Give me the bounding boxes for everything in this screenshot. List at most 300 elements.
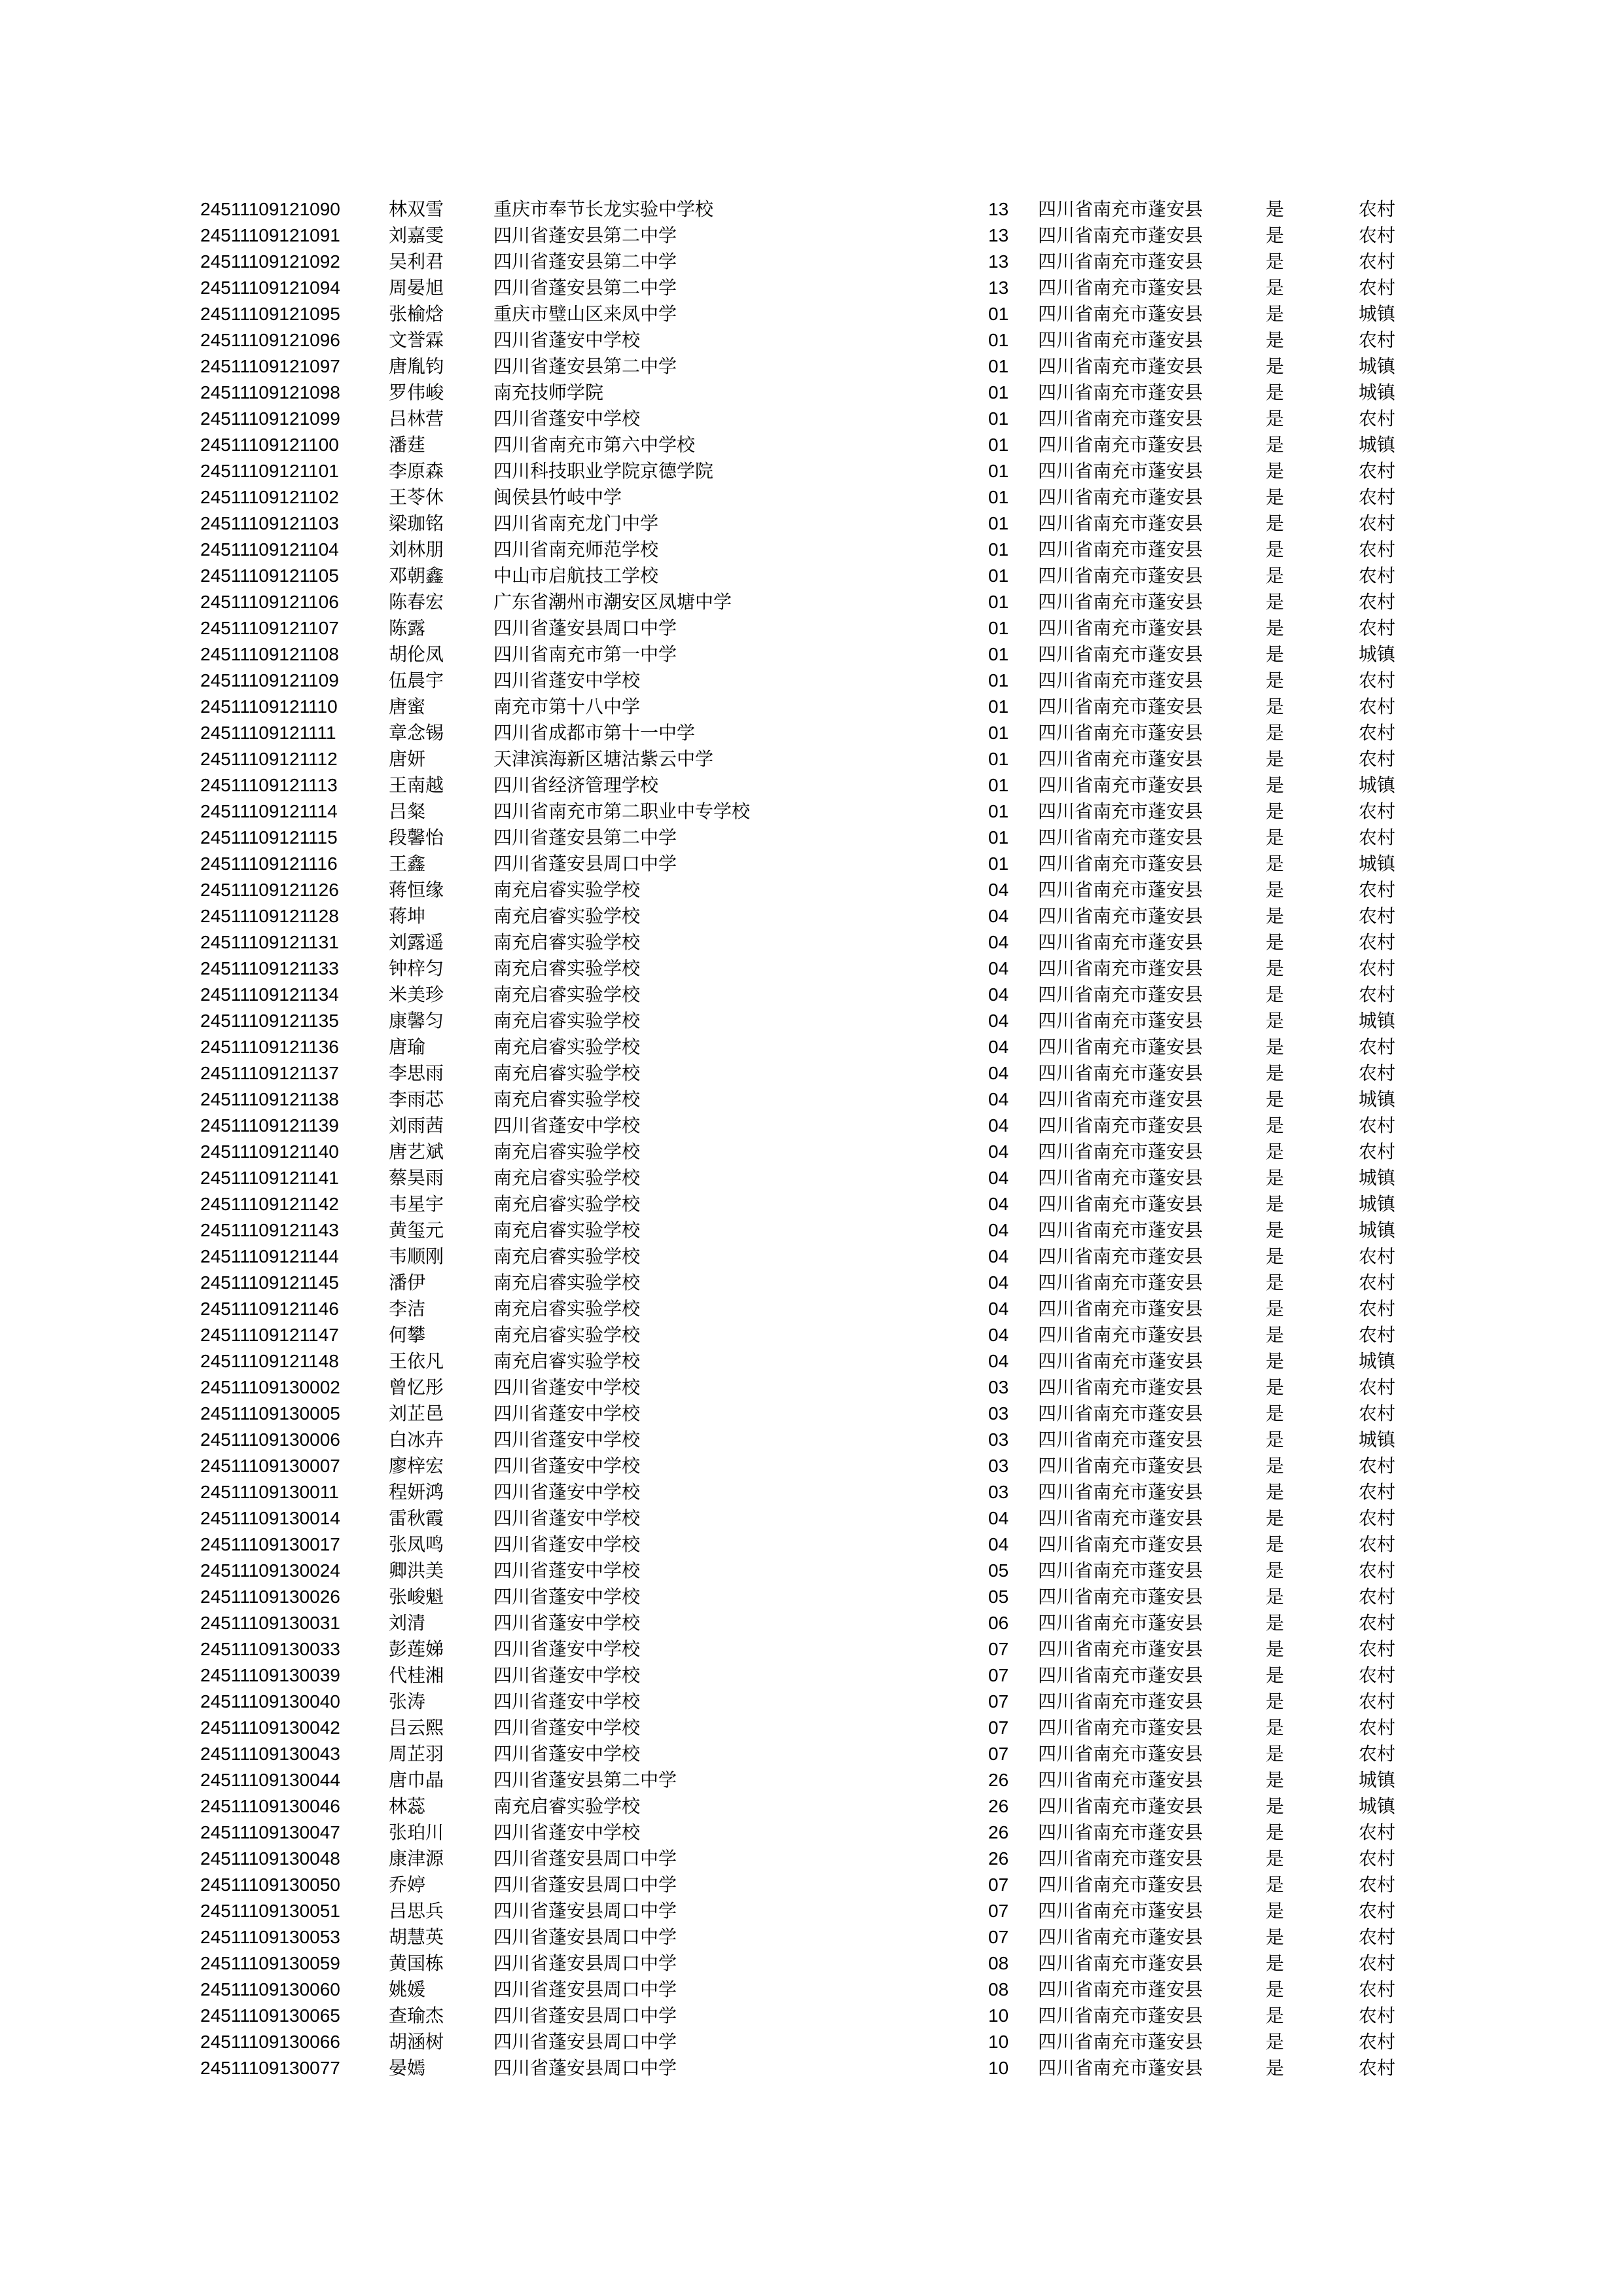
household-region-cell: 四川省南充市蓬安县 <box>1038 303 1204 325</box>
eligibility-flag-cell: 是 <box>1266 460 1285 482</box>
residence-type-cell: 农村 <box>1359 827 1396 848</box>
table-row <box>200 1689 1411 1715</box>
school-name-cell: 南充启睿实验学校 <box>493 1088 641 1110</box>
table-row <box>200 1322 1411 1348</box>
category-code-cell: 07 <box>988 1901 1009 1921</box>
category-code-cell: 04 <box>988 1037 1009 1057</box>
eligibility-flag-cell: 是 <box>1266 617 1285 639</box>
table-row <box>200 1532 1411 1558</box>
residence-type-cell: 城镇 <box>1359 1429 1396 1450</box>
table-row <box>200 1401 1411 1427</box>
table-row <box>200 1165 1411 1191</box>
school-name-cell: 四川省蓬安县周口中学 <box>493 617 677 639</box>
table-row <box>200 275 1411 301</box>
student-name-cell: 唐妍 <box>389 748 426 770</box>
student-name-cell: 罗伟峻 <box>389 382 444 403</box>
candidate-id-cell: 24511109121106 <box>200 592 339 612</box>
school-name-cell: 四川省蓬安县周口中学 <box>493 2057 677 2079</box>
category-code-cell: 01 <box>988 670 1009 691</box>
eligibility-flag-cell: 是 <box>1266 1979 1285 2000</box>
student-name-cell: 刘嘉雯 <box>389 224 444 246</box>
table-row <box>200 982 1411 1008</box>
category-code-cell: 03 <box>988 1456 1009 1476</box>
household-region-cell: 四川省南充市蓬安县 <box>1038 1403 1204 1424</box>
table-row <box>200 956 1411 982</box>
student-name-cell: 林双雪 <box>389 198 444 220</box>
eligibility-flag-cell: 是 <box>1266 670 1285 691</box>
candidate-id-cell: 24511109121137 <box>200 1063 339 1083</box>
residence-type-cell: 农村 <box>1359 539 1396 560</box>
category-code-cell: 01 <box>988 408 1009 429</box>
school-name-cell: 天津滨海新区塘沽紫云中学 <box>493 748 714 770</box>
table-row <box>200 1924 1411 1950</box>
household-region-cell: 四川省南充市蓬安县 <box>1038 198 1204 220</box>
candidate-id-cell: 24511109121144 <box>200 1246 339 1266</box>
category-code-cell: 04 <box>988 1063 1009 1083</box>
student-name-cell: 胡慧英 <box>389 1926 444 1948</box>
category-code-cell: 01 <box>988 853 1009 874</box>
household-region-cell: 四川省南充市蓬安县 <box>1038 1534 1204 1555</box>
category-code-cell: 01 <box>988 382 1009 403</box>
eligibility-flag-cell: 是 <box>1266 1534 1285 1555</box>
candidate-id-cell: 24511109121148 <box>200 1351 339 1371</box>
category-code-cell: 04 <box>988 1011 1009 1031</box>
school-name-cell: 四川省蓬安县第二中学 <box>493 1769 677 1791</box>
school-name-cell: 四川省蓬安中学校 <box>493 1455 641 1477</box>
category-code-cell: 08 <box>988 1953 1009 1973</box>
household-region-cell: 四川省南充市蓬安县 <box>1038 408 1204 429</box>
school-name-cell: 四川省蓬安县周口中学 <box>493 2031 677 2053</box>
candidate-id-cell: 24511109121141 <box>200 1168 339 1188</box>
school-name-cell: 四川省蓬安县第二中学 <box>493 355 677 377</box>
category-code-cell: 03 <box>988 1377 1009 1397</box>
eligibility-flag-cell: 是 <box>1266 1560 1285 1581</box>
household-region-cell: 四川省南充市蓬安县 <box>1038 224 1204 246</box>
residence-type-cell: 农村 <box>1359 2057 1396 2079</box>
category-code-cell: 04 <box>988 1299 1009 1319</box>
candidate-id-cell: 24511109121133 <box>200 958 339 978</box>
table-row <box>200 223 1411 249</box>
roster-body <box>200 196 1411 2081</box>
eligibility-flag-cell: 是 <box>1266 539 1285 560</box>
category-code-cell: 01 <box>988 435 1009 455</box>
household-region-cell: 四川省南充市蓬安县 <box>1038 1010 1204 1031</box>
eligibility-flag-cell: 是 <box>1266 408 1285 429</box>
table-row <box>200 1348 1411 1374</box>
student-name-cell: 陈露 <box>389 617 426 639</box>
residence-type-cell: 农村 <box>1359 1848 1396 1869</box>
table-row <box>200 537 1411 563</box>
table-row <box>200 1008 1411 1034</box>
eligibility-flag-cell: 是 <box>1266 1350 1285 1372</box>
school-name-cell: 四川省蓬安中学校 <box>493 1481 641 1503</box>
eligibility-flag-cell: 是 <box>1266 198 1285 220</box>
table-row <box>200 1374 1411 1401</box>
eligibility-flag-cell: 是 <box>1266 303 1285 325</box>
category-code-cell: 04 <box>988 932 1009 952</box>
student-name-cell: 王苓休 <box>389 486 444 508</box>
household-region-cell: 四川省南充市蓬安县 <box>1038 565 1204 586</box>
candidate-id-cell: 24511109121147 <box>200 1325 339 1345</box>
table-row <box>200 1741 1411 1767</box>
student-name-cell: 张峻魁 <box>389 1586 444 1607</box>
household-region-cell: 四川省南充市蓬安县 <box>1038 1298 1204 1319</box>
table-row <box>200 798 1411 825</box>
school-name-cell: 四川省蓬安县第二中学 <box>493 827 677 848</box>
category-code-cell: 13 <box>988 251 1009 272</box>
candidate-id-cell: 24511109130002 <box>200 1377 340 1397</box>
candidate-id-cell: 24511109121116 <box>200 853 338 874</box>
household-region-cell: 四川省南充市蓬安县 <box>1038 617 1204 639</box>
residence-type-cell: 城镇 <box>1359 1219 1396 1241</box>
table-row <box>200 1767 1411 1793</box>
student-name-cell: 彭莲娣 <box>389 1638 444 1660</box>
candidate-id-cell: 24511109121139 <box>200 1115 339 1136</box>
residence-type-cell: 农村 <box>1359 984 1396 1005</box>
table-row <box>200 1113 1411 1139</box>
residence-type-cell: 农村 <box>1359 1638 1396 1660</box>
eligibility-flag-cell: 是 <box>1266 565 1285 586</box>
household-region-cell: 四川省南充市蓬安县 <box>1038 1088 1204 1110</box>
school-name-cell: 四川省蓬安中学校 <box>493 1429 641 1450</box>
school-name-cell: 南充启睿实验学校 <box>493 1272 641 1293</box>
residence-type-cell: 农村 <box>1359 565 1396 586</box>
category-code-cell: 04 <box>988 984 1009 1005</box>
residence-type-cell: 城镇 <box>1359 303 1396 325</box>
eligibility-flag-cell: 是 <box>1266 748 1285 770</box>
residence-type-cell: 农村 <box>1359 1926 1396 1948</box>
school-name-cell: 四川省蓬安县周口中学 <box>493 1979 677 2000</box>
residence-type-cell: 农村 <box>1359 1481 1396 1503</box>
student-name-cell: 卿洪美 <box>389 1560 444 1581</box>
household-region-cell: 四川省南充市蓬安县 <box>1038 958 1204 979</box>
residence-type-cell: 城镇 <box>1359 1795 1396 1817</box>
table-row <box>200 851 1411 877</box>
candidate-id-cell: 24511109121145 <box>200 1272 339 1293</box>
table-row <box>200 511 1411 537</box>
school-name-cell: 南充启睿实验学校 <box>493 958 641 979</box>
school-name-cell: 中山市启航技工学校 <box>493 565 659 586</box>
table-row <box>200 1558 1411 1584</box>
residence-type-cell: 农村 <box>1359 617 1396 639</box>
table-row <box>200 929 1411 956</box>
category-code-cell: 04 <box>988 1534 1009 1554</box>
eligibility-flag-cell: 是 <box>1266 1795 1285 1817</box>
category-code-cell: 04 <box>988 1194 1009 1214</box>
category-code-cell: 01 <box>988 775 1009 795</box>
category-code-cell: 08 <box>988 1979 1009 2000</box>
household-region-cell: 四川省南充市蓬安县 <box>1038 2005 1204 2026</box>
table-row <box>200 1139 1411 1165</box>
eligibility-flag-cell: 是 <box>1266 1874 1285 1895</box>
table-row <box>200 1950 1411 1977</box>
residence-type-cell: 农村 <box>1359 1403 1396 1424</box>
eligibility-flag-cell: 是 <box>1266 1193 1285 1215</box>
table-row <box>200 1191 1411 1217</box>
student-name-cell: 章念锡 <box>389 722 444 744</box>
eligibility-flag-cell: 是 <box>1266 1612 1285 1634</box>
eligibility-flag-cell: 是 <box>1266 1219 1285 1241</box>
candidate-id-cell: 24511109130039 <box>200 1665 340 1685</box>
category-code-cell: 04 <box>988 958 1009 978</box>
household-region-cell: 四川省南充市蓬安县 <box>1038 1664 1204 1686</box>
student-name-cell: 唐巾晶 <box>389 1769 444 1791</box>
residence-type-cell: 农村 <box>1359 277 1396 298</box>
household-region-cell: 四川省南充市蓬安县 <box>1038 1246 1204 1267</box>
student-name-cell: 陈春宏 <box>389 591 444 613</box>
category-code-cell: 13 <box>988 225 1009 245</box>
eligibility-flag-cell: 是 <box>1266 355 1285 377</box>
student-name-cell: 邓朝鑫 <box>389 565 444 586</box>
category-code-cell: 26 <box>988 1796 1009 1816</box>
school-name-cell: 南充启睿实验学校 <box>493 1298 641 1319</box>
household-region-cell: 四川省南充市蓬安县 <box>1038 696 1204 717</box>
student-name-cell: 李原森 <box>389 460 444 482</box>
student-name-cell: 韦顺刚 <box>389 1246 444 1267</box>
candidate-id-cell: 24511109121105 <box>200 565 339 586</box>
candidate-id-cell: 24511109121095 <box>200 304 340 324</box>
category-code-cell: 04 <box>988 1508 1009 1528</box>
household-region-cell: 四川省南充市蓬安县 <box>1038 1272 1204 1293</box>
residence-type-cell: 城镇 <box>1359 643 1396 665</box>
table-row <box>200 1505 1411 1532</box>
candidate-id-cell: 24511109121131 <box>200 932 339 952</box>
household-region-cell: 四川省南充市蓬安县 <box>1038 670 1204 691</box>
candidate-id-cell: 24511109130031 <box>200 1613 340 1633</box>
school-name-cell: 南充启睿实验学校 <box>493 1324 641 1346</box>
household-region-cell: 四川省南充市蓬安县 <box>1038 827 1204 848</box>
student-name-cell: 黄玺元 <box>389 1219 444 1241</box>
table-row <box>200 825 1411 851</box>
table-row <box>200 1846 1411 1872</box>
candidate-id-cell: 24511109121094 <box>200 278 340 298</box>
table-row <box>200 563 1411 589</box>
student-name-cell: 康馨匀 <box>389 1010 444 1031</box>
school-name-cell: 四川省蓬安中学校 <box>493 1638 641 1660</box>
candidate-id-cell: 24511109130065 <box>200 2005 340 2026</box>
household-region-cell: 四川省南充市蓬安县 <box>1038 1376 1204 1398</box>
household-region-cell: 四川省南充市蓬安县 <box>1038 1481 1204 1503</box>
student-name-cell: 程妍鸿 <box>389 1481 444 1503</box>
school-name-cell: 四川省蓬安中学校 <box>493 1743 641 1765</box>
student-name-cell: 李思雨 <box>389 1062 444 1084</box>
student-name-cell: 刘清 <box>389 1612 426 1634</box>
table-row <box>200 1820 1411 1846</box>
candidate-id-cell: 24511109121099 <box>200 408 340 429</box>
school-name-cell: 南充启睿实验学校 <box>493 984 641 1005</box>
candidate-id-cell: 24511109130007 <box>200 1456 340 1476</box>
school-name-cell: 四川省蓬安中学校 <box>493 1664 641 1686</box>
table-row <box>200 589 1411 615</box>
eligibility-flag-cell: 是 <box>1266 1638 1285 1660</box>
category-code-cell: 01 <box>988 304 1009 324</box>
student-name-cell: 胡伦凤 <box>389 643 444 665</box>
student-name-cell: 张珀川 <box>389 1821 444 1843</box>
eligibility-flag-cell: 是 <box>1266 1507 1285 1529</box>
candidate-id-cell: 24511109121091 <box>200 225 340 245</box>
eligibility-flag-cell: 是 <box>1266 774 1285 796</box>
student-name-cell: 代桂湘 <box>389 1664 444 1686</box>
table-row <box>200 1244 1411 1270</box>
student-name-cell: 潘伊 <box>389 1272 426 1293</box>
category-code-cell: 01 <box>988 539 1009 560</box>
residence-type-cell: 城镇 <box>1359 355 1396 377</box>
school-name-cell: 重庆市璧山区来凤中学 <box>493 303 677 325</box>
school-name-cell: 四川省南充龙门中学 <box>493 512 659 534</box>
school-name-cell: 四川省蓬安中学校 <box>493 1403 641 1424</box>
residence-type-cell: 农村 <box>1359 879 1396 901</box>
category-code-cell: 04 <box>988 880 1009 900</box>
school-name-cell: 四川省蓬安中学校 <box>493 329 641 351</box>
school-name-cell: 四川省蓬安中学校 <box>493 1376 641 1398</box>
student-name-cell: 张榆焓 <box>389 303 444 325</box>
category-code-cell: 01 <box>988 827 1009 848</box>
student-name-cell: 米美珍 <box>389 984 444 1005</box>
student-name-cell: 王鑫 <box>389 853 426 874</box>
household-region-cell: 四川省南充市蓬安县 <box>1038 931 1204 953</box>
student-name-cell: 林蕊 <box>389 1795 426 1817</box>
eligibility-flag-cell: 是 <box>1266 1141 1285 1162</box>
category-code-cell: 10 <box>988 2032 1009 2052</box>
category-code-cell: 01 <box>988 644 1009 664</box>
candidate-id-cell: 24511109121100 <box>200 435 339 455</box>
household-region-cell: 四川省南充市蓬安县 <box>1038 1062 1204 1084</box>
household-region-cell: 四川省南充市蓬安县 <box>1038 1560 1204 1581</box>
residence-type-cell: 农村 <box>1359 1036 1396 1058</box>
household-region-cell: 四川省南充市蓬安县 <box>1038 1036 1204 1058</box>
household-region-cell: 四川省南充市蓬安县 <box>1038 1874 1204 1895</box>
school-name-cell: 四川省经济管理学校 <box>493 774 659 796</box>
candidate-id-cell: 24511109130048 <box>200 1848 340 1869</box>
category-code-cell: 04 <box>988 1246 1009 1266</box>
candidate-id-cell: 24511109121097 <box>200 356 340 376</box>
table-row <box>200 1034 1411 1060</box>
school-name-cell: 南充启睿实验学校 <box>493 1246 641 1267</box>
table-row <box>200 1453 1411 1479</box>
table-row <box>200 772 1411 798</box>
student-name-cell: 吕粲 <box>389 800 426 822</box>
category-code-cell: 01 <box>988 801 1009 821</box>
residence-type-cell: 农村 <box>1359 1586 1396 1607</box>
residence-type-cell: 农村 <box>1359 1717 1396 1738</box>
household-region-cell: 四川省南充市蓬安县 <box>1038 355 1204 377</box>
school-name-cell: 四川省蓬安中学校 <box>493 1691 641 1712</box>
candidate-id-cell: 24511109130060 <box>200 1979 340 2000</box>
residence-type-cell: 农村 <box>1359 1743 1396 1765</box>
candidate-id-cell: 24511109121126 <box>200 880 339 900</box>
candidate-id-cell: 24511109121103 <box>200 513 339 533</box>
table-row <box>200 1270 1411 1296</box>
school-name-cell: 南充启睿实验学校 <box>493 1010 641 1031</box>
category-code-cell: 26 <box>988 1770 1009 1790</box>
eligibility-flag-cell: 是 <box>1266 1246 1285 1267</box>
household-region-cell: 四川省南充市蓬安县 <box>1038 277 1204 298</box>
residence-type-cell: 农村 <box>1359 670 1396 691</box>
school-name-cell: 四川省蓬安县周口中学 <box>493 1900 677 1922</box>
household-region-cell: 四川省南充市蓬安县 <box>1038 1821 1204 1843</box>
table-row <box>200 615 1411 641</box>
candidate-id-cell: 24511109121110 <box>200 696 338 717</box>
household-region-cell: 四川省南充市蓬安县 <box>1038 539 1204 560</box>
household-region-cell: 四川省南充市蓬安县 <box>1038 1926 1204 1948</box>
table-row <box>200 1217 1411 1244</box>
eligibility-flag-cell: 是 <box>1266 879 1285 901</box>
candidate-id-cell: 24511109121136 <box>200 1037 339 1057</box>
residence-type-cell: 城镇 <box>1359 1167 1396 1189</box>
table-row <box>200 327 1411 353</box>
residence-type-cell: 城镇 <box>1359 853 1396 874</box>
eligibility-flag-cell: 是 <box>1266 1952 1285 1974</box>
school-name-cell: 四川省蓬安中学校 <box>493 1507 641 1529</box>
household-region-cell: 四川省南充市蓬安县 <box>1038 251 1204 272</box>
student-name-cell: 姚媛 <box>389 1979 426 2000</box>
table-row <box>200 1584 1411 1610</box>
category-code-cell: 01 <box>988 723 1009 743</box>
residence-type-cell: 农村 <box>1359 408 1396 429</box>
household-region-cell: 四川省南充市蓬安县 <box>1038 774 1204 796</box>
category-code-cell: 03 <box>988 1482 1009 1502</box>
table-row <box>200 484 1411 511</box>
student-name-cell: 周晏旭 <box>389 277 444 298</box>
household-region-cell: 四川省南充市蓬安县 <box>1038 800 1204 822</box>
residence-type-cell: 农村 <box>1359 1324 1396 1346</box>
household-region-cell: 四川省南充市蓬安县 <box>1038 1507 1204 1529</box>
school-name-cell: 四川省南充市第六中学校 <box>493 434 696 456</box>
student-name-cell: 张涛 <box>389 1691 426 1712</box>
household-region-cell: 四川省南充市蓬安县 <box>1038 1769 1204 1791</box>
eligibility-flag-cell: 是 <box>1266 1429 1285 1450</box>
residence-type-cell: 农村 <box>1359 486 1396 508</box>
candidate-id-cell: 24511109121102 <box>200 487 339 507</box>
school-name-cell: 四川省蓬安县第二中学 <box>493 251 677 272</box>
student-name-cell: 吕林营 <box>389 408 444 429</box>
school-name-cell: 四川省蓬安县周口中学 <box>493 1874 677 1895</box>
household-region-cell: 四川省南充市蓬安县 <box>1038 1612 1204 1634</box>
school-name-cell: 南充启睿实验学校 <box>493 1062 641 1084</box>
category-code-cell: 04 <box>988 1168 1009 1188</box>
student-name-cell: 唐蜜 <box>389 696 426 717</box>
residence-type-cell: 农村 <box>1359 1691 1396 1712</box>
table-row <box>200 2029 1411 2055</box>
candidate-id-cell: 24511109121140 <box>200 1141 339 1162</box>
residence-type-cell: 农村 <box>1359 1664 1396 1686</box>
student-name-cell: 蔡昊雨 <box>389 1167 444 1189</box>
household-region-cell: 四川省南充市蓬安县 <box>1038 1979 1204 2000</box>
residence-type-cell: 农村 <box>1359 1612 1396 1634</box>
table-row <box>200 406 1411 432</box>
school-name-cell: 四川省蓬安中学校 <box>493 408 641 429</box>
student-name-cell: 唐胤钧 <box>389 355 444 377</box>
household-region-cell: 四川省南充市蓬安县 <box>1038 1691 1204 1712</box>
student-name-cell: 刘芷邑 <box>389 1403 444 1424</box>
student-name-cell: 雷秋霞 <box>389 1507 444 1529</box>
household-region-cell: 四川省南充市蓬安县 <box>1038 879 1204 901</box>
residence-type-cell: 城镇 <box>1359 434 1396 456</box>
school-name-cell: 四川省蓬安县周口中学 <box>493 853 677 874</box>
category-code-cell: 07 <box>988 1874 1009 1895</box>
school-name-cell: 南充启睿实验学校 <box>493 879 641 901</box>
student-name-cell: 张凤鸣 <box>389 1534 444 1555</box>
school-name-cell: 南充启睿实验学校 <box>493 905 641 927</box>
school-name-cell: 南充启睿实验学校 <box>493 1350 641 1372</box>
eligibility-flag-cell: 是 <box>1266 853 1285 874</box>
residence-type-cell: 农村 <box>1359 251 1396 272</box>
eligibility-flag-cell: 是 <box>1266 2031 1285 2053</box>
household-region-cell: 四川省南充市蓬安县 <box>1038 1743 1204 1765</box>
table-row <box>200 2003 1411 2029</box>
eligibility-flag-cell: 是 <box>1266 224 1285 246</box>
table-row <box>200 249 1411 275</box>
